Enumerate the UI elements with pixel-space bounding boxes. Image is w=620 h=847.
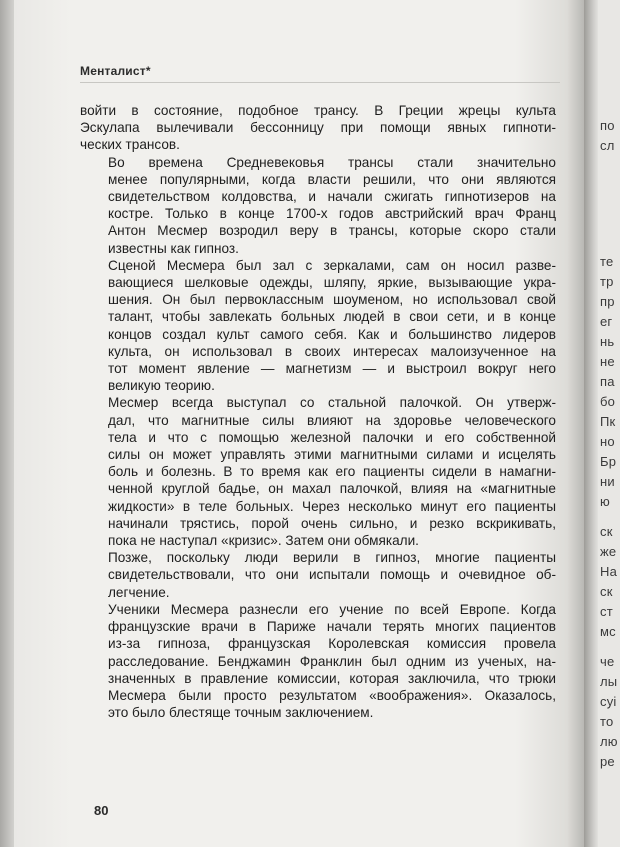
next-page-fragment: бо — [600, 394, 616, 409]
text-line: французские врачи в Париже начали терять многих пациентов — [108, 619, 556, 635]
text-line: легчение. — [108, 584, 170, 600]
next-page-fragment: пр — [600, 294, 615, 309]
next-page-fragment: па — [600, 374, 615, 389]
next-page-fragment: те — [600, 254, 614, 269]
next-page-fragment: нь — [600, 334, 615, 349]
next-page-fragment: че — [600, 654, 615, 669]
next-page-fragment: ст — [600, 604, 613, 619]
next-page-fragment: ск — [600, 584, 613, 599]
text-line: Антон Месмер возродил веру в трансы, которые скоро стали — [108, 223, 556, 239]
next-page-fragment: На — [600, 564, 618, 579]
header-rule — [80, 82, 560, 83]
text-line: жидкости» в теле больных. Через несколько минут его пациенты — [108, 498, 556, 514]
text-line: великую теорию. — [108, 378, 215, 394]
text-line: дал, что магнитные силы влияют на здоровье человеческого — [108, 412, 556, 428]
text-line: Позже, поскольку люди верили в гипноз, многие пациенты — [108, 550, 556, 566]
next-page-fragment: же — [600, 544, 617, 559]
page-number: 80 — [94, 803, 109, 818]
text-line: ченной круглой бадье, он махал палочкой, влияя на «магнитные — [108, 481, 556, 497]
running-head: Менталист* — [80, 64, 151, 78]
paragraph — [80, 257, 556, 395]
paragraph — [80, 154, 556, 257]
next-page-fragment: по — [600, 118, 615, 133]
next-page-fragment: ск — [600, 524, 613, 539]
next-page-fragment: лю — [600, 734, 618, 749]
text-line: это было блестяще точным заключением. — [108, 705, 374, 721]
text-line: Эскулапа вылечивали бессонницу при помощи явных гипноти- — [80, 120, 556, 136]
text-line: культа, он использовал в своих интересах малоизученное на — [108, 343, 556, 359]
text-line: расследование. Бенджамин Франклин был одним из ученых, на- — [108, 653, 556, 669]
text-line: свидетельствовали, что они испытали помощь и очевидное об- — [108, 567, 556, 583]
paragraph — [80, 394, 556, 549]
text-line: Сценой Месмера был зал с зеркалами, сам он носил разве- — [108, 257, 556, 273]
book-edge — [0, 0, 14, 847]
next-page-fragment: но — [600, 434, 615, 449]
text-line: Ученики Месмера разнесли его учение по всей Европе. Когда — [108, 601, 556, 617]
text-line: тот момент явление — магнетизм — и выстроил вокруг него — [108, 361, 556, 377]
text-line: шения. Он был первоклассным шоуменом, но использовал свой — [108, 292, 556, 308]
text-line: боль и болезнь. В то время как его пациенты сидели в намагни- — [108, 464, 556, 480]
text-line: вающиеся шелковые одежды, шляпу, яркие, вызывающие укра- — [108, 275, 556, 291]
text-line: тела и что с помощью железной палочки и его собственной — [108, 429, 556, 445]
text-line: свидетельством колдовства, и начали сжигать гипнотизеров на — [108, 189, 556, 205]
paragraph — [80, 102, 556, 154]
text-line: менее популярными, когда власти решили, что они являются — [108, 171, 556, 187]
next-page-fragment: Бр — [600, 454, 617, 469]
next-page-fragment: суі — [600, 694, 617, 709]
text-line: пока не наступал «кризис». Затем они обмякали. — [108, 533, 419, 549]
text-line: войти в состояние, подобное трансу. В Греции жрецы культа — [80, 103, 556, 118]
next-page-fragment: ю — [600, 494, 610, 509]
next-page-fragment: сл — [600, 138, 615, 153]
text-line: концов создал культ самого себя. Как и большинство лидеров — [108, 326, 556, 342]
next-page-fragment: лы — [600, 674, 618, 689]
text-line: Месмер всегда выступал со стальной палочкой. Он утверж- — [108, 395, 556, 411]
next-page-fragment: Пк — [600, 414, 616, 429]
text-line: силы он может управлять этими магнитными силами и исцелять — [108, 447, 556, 463]
text-line: известны как гипноз. — [108, 240, 239, 256]
next-page-fragment: тр — [600, 274, 614, 289]
next-page-fragment: ег — [600, 314, 613, 329]
text-line: Месмера были просто результатом «воображения». Оказалось, — [108, 687, 556, 703]
next-page-fragment: то — [600, 714, 614, 729]
body-text — [80, 102, 556, 721]
text-line: талант, чтобы завлекать больных людей в свои сети, и в конце — [108, 309, 556, 325]
text-line: начинали трястись, порой очень сильно, и резко вскрикивать, — [108, 515, 556, 531]
next-page-edge — [598, 0, 620, 847]
text-line: Во времена Средневековья трансы стали значительно — [108, 154, 556, 170]
text-line: из-за гипноза, французская Королевская комиссия провела — [108, 636, 556, 652]
paragraph — [80, 549, 556, 601]
next-page-fragment: мс — [600, 624, 616, 639]
text-line: значенных в правление комиссии, которая заключила, что трюки — [108, 670, 556, 686]
text-line: костре. Только в конце 1700-х годов австрийский врач Франц — [108, 206, 556, 222]
next-page-fragment: не — [600, 354, 615, 369]
next-page-fragment: ре — [600, 754, 615, 769]
next-page-fragment: ни — [600, 474, 615, 489]
text-line: ческих трансов. — [80, 137, 180, 153]
paragraph — [80, 601, 556, 721]
book-gutter — [584, 0, 598, 847]
